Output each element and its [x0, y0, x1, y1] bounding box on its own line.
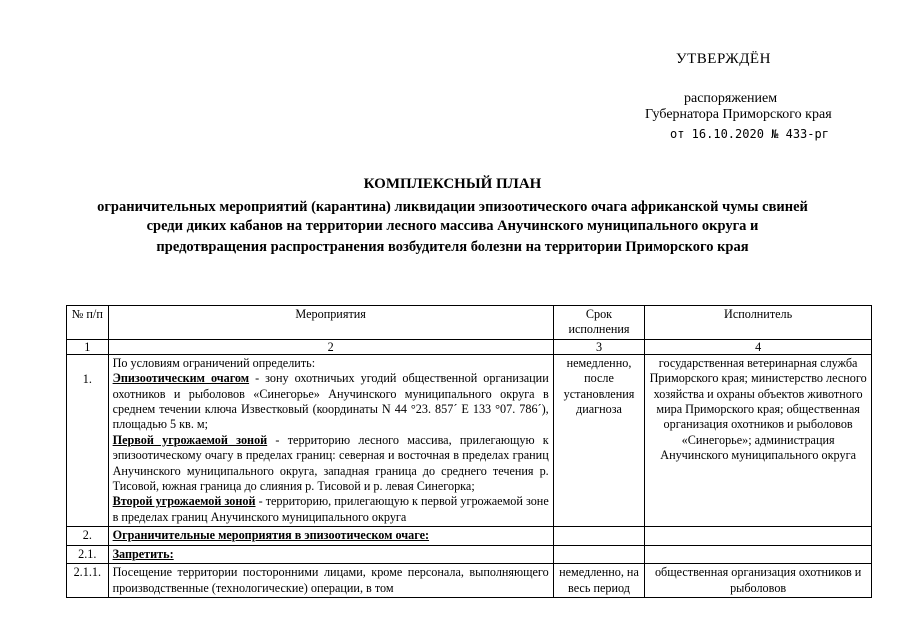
measure-intro: По условиям ограничений определить:	[112, 355, 316, 370]
empty-cell	[553, 545, 645, 563]
row-number: 2.	[67, 527, 109, 545]
header-executor: Исполнитель	[645, 306, 872, 340]
approval-line-2: Губернатора Приморского края	[645, 107, 832, 122]
empty-cell	[553, 527, 645, 545]
column-number: 2	[108, 339, 553, 354]
section-heading: Ограничительные мероприятия в эпизоотическом очаге:	[108, 527, 553, 545]
header-measures: Мероприятия	[108, 306, 553, 340]
table-row	[67, 545, 872, 563]
document-subtitle-1: ограничительных мероприятий (карантина) ликвидации эпизоотического очага африканской чумы свиней	[97, 199, 808, 215]
zone-label: Второй угрожаемой зоной	[112, 494, 256, 509]
approval-line-3: от 16.10.2020 № 433-рг	[670, 127, 829, 141]
row-executor: общественная организация охотников и рыболовов	[645, 564, 872, 598]
zone-label: Первой угрожаемой зоной	[112, 432, 268, 447]
zone-text: - зону охотничьих угодий общественной организации охотников и рыболовов «Синегорье» Анучинского муниципального округа в среднем течении ключа Известковый (координаты N 44 °23. 857´ E 133 °07. 786´), площадью 5 кв. м;	[112, 371, 549, 432]
row-term: немедленно, после установления диагноза	[553, 354, 645, 526]
row-number: 2.1.	[67, 545, 109, 563]
row-term: немедленно, на весь период	[553, 564, 645, 598]
zone-text: - территорию, прилегающую к первой угрожаемой зоне в пределах границ Анучинского муниципального округа	[112, 494, 549, 524]
column-number-row	[67, 339, 872, 354]
approval-title: УТВЕРЖДЁН	[676, 51, 771, 67]
header-number: № п/п	[67, 306, 109, 340]
section-heading: Запретить:	[108, 545, 553, 563]
column-number: 3	[553, 339, 645, 354]
table-row	[67, 354, 872, 526]
table-row	[67, 564, 872, 598]
row-number: 2.1.1.	[67, 564, 109, 598]
row-executor: государственная ветеринарная служба Приморского края; министерство лесного хозяйства и охраны объектов животного мира Приморского края; общественная организация охотников и рыболовов «Синегорье»; администрация Анучинского муниципального округа	[645, 354, 872, 526]
empty-cell	[645, 545, 872, 563]
zone-text: - территорию лесного массива, прилегающую к эпизоотическому очагу в пределах границ: северная и восточная в пределах границ Анучинского муниципального округа, западная граница до среднего течения р. Тисовой, южная граница до слияния р. Тисовой и р. левая Синегорка;	[112, 432, 549, 494]
column-number: 1	[67, 339, 109, 354]
document-subtitle-2: среди диких кабанов на территории лесного массива Анучинского муниципального округа и	[146, 218, 759, 234]
document-subtitle-3: предотвращения распространения возбудителя болезни на территории Приморского края	[156, 239, 749, 255]
row-measure	[108, 354, 553, 526]
zone-label: Эпизоотическим очагом	[112, 371, 250, 386]
column-number: 4	[645, 339, 872, 354]
row-measure: Посещение территории посторонними лицами, кроме персонала, выполняющего производственные (технологические) операции, в том	[108, 564, 553, 598]
header-term: Срок исполнения	[553, 306, 645, 340]
table-row	[67, 527, 872, 545]
table-header-row	[67, 306, 872, 340]
empty-cell	[645, 527, 872, 545]
document-title: КОМПЛЕКСНЫЙ ПЛАН	[363, 176, 542, 192]
plan-table	[66, 305, 872, 598]
approval-line-1: распоряжением	[684, 91, 778, 106]
row-number: 1.	[67, 354, 109, 526]
